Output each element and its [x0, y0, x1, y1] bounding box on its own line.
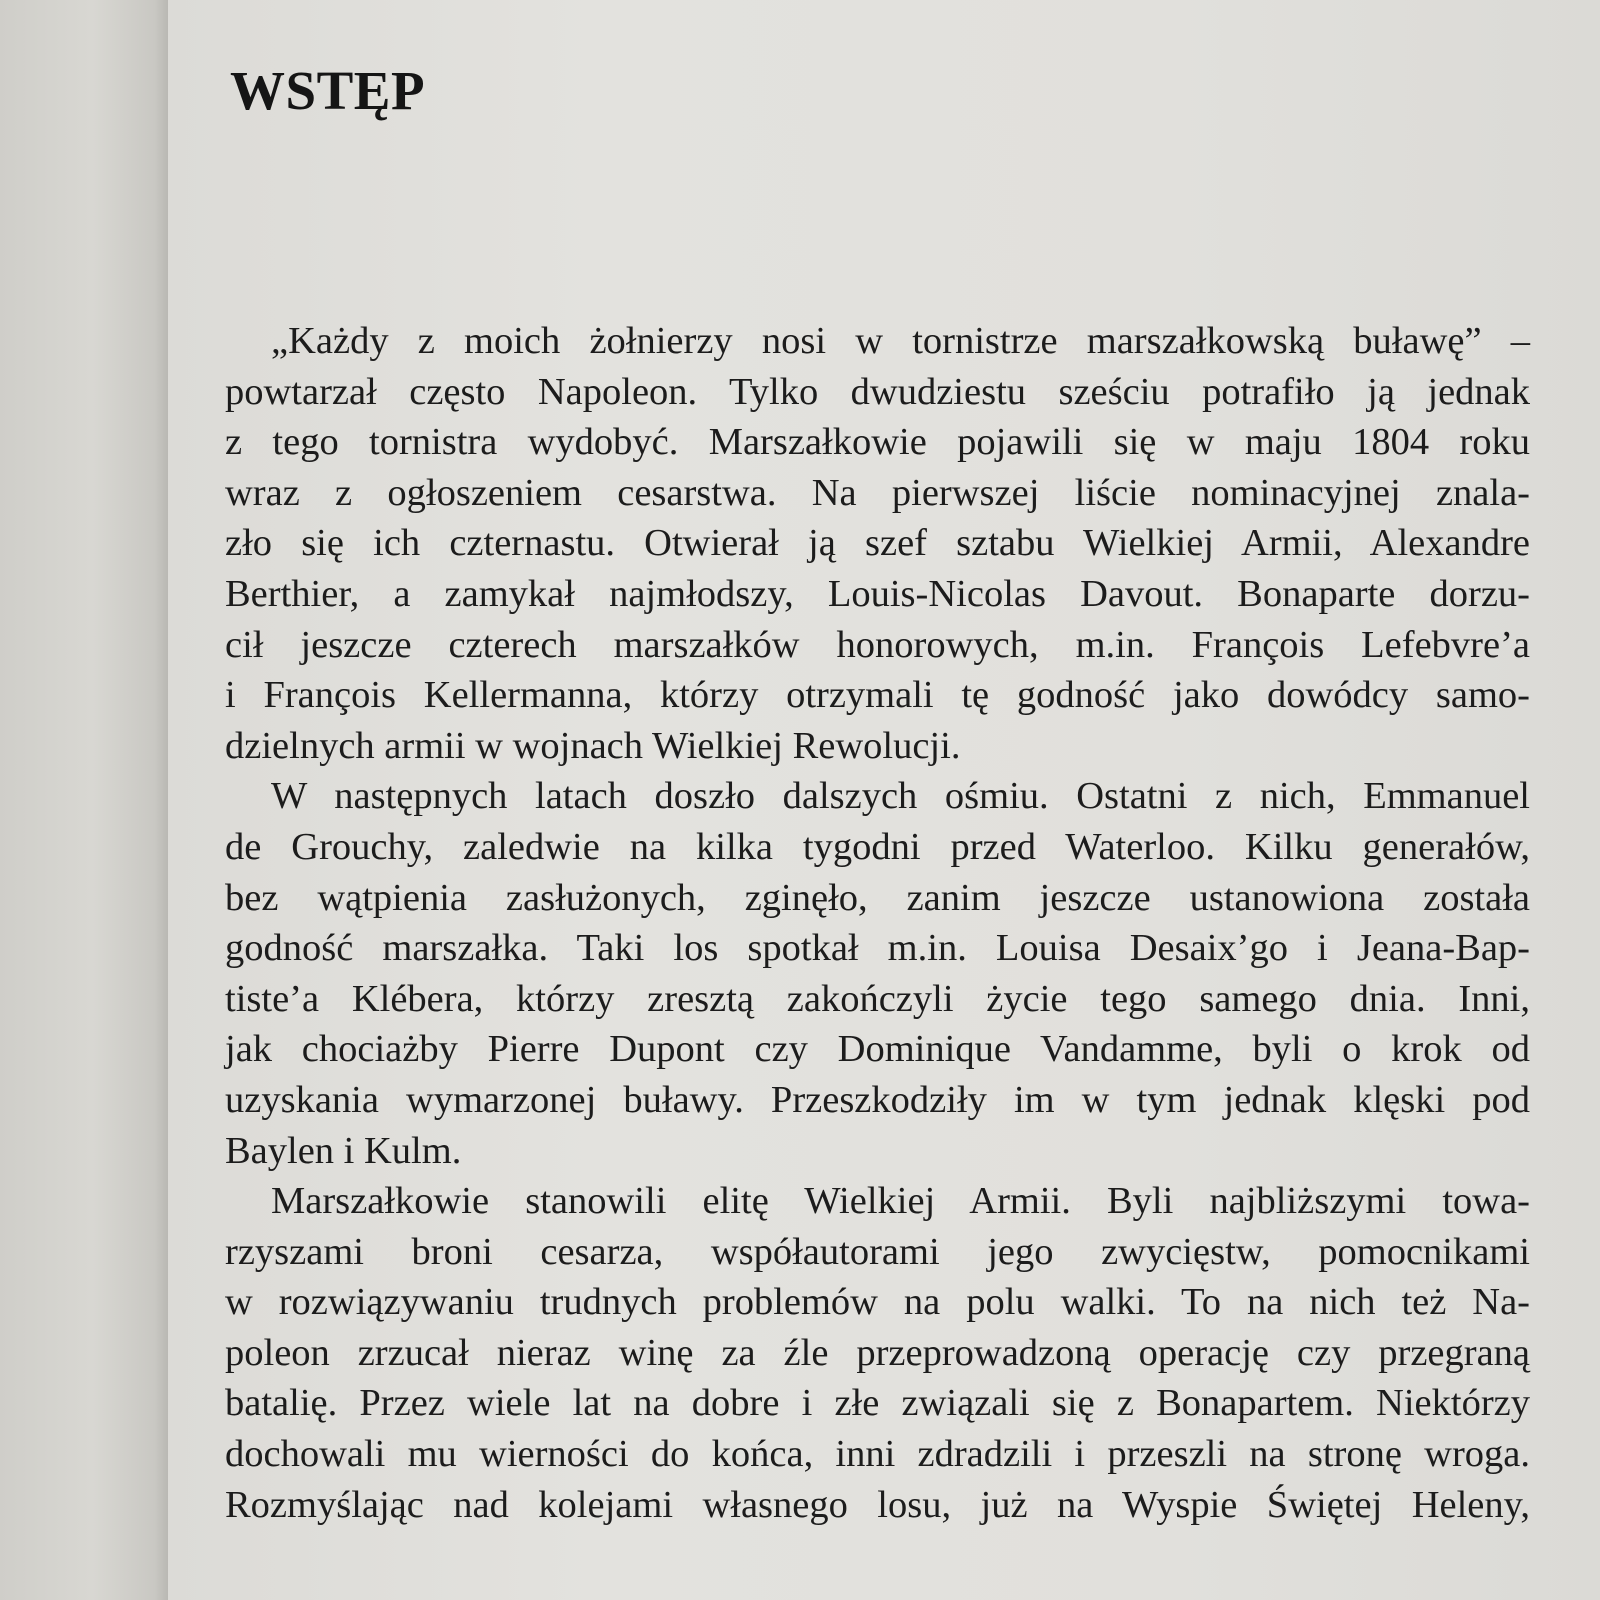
- text-line: bez wątpienia zasłużonych, zginęło, zanim jeszcze ustanowiona została: [225, 876, 1530, 919]
- text-line: jak chociażby Pierre Dupont czy Dominique Vandamme, byli o krok od: [225, 1028, 1530, 1071]
- text-line: cił jeszcze czterech marszałków honorowych, m.in. François Lefebvre’a: [225, 623, 1530, 666]
- text-line: godność marszałka. Taki los spotkał m.in. Louisa Desaix’go i Jeana-Bap-: [225, 927, 1530, 970]
- text-line: de Grouchy, zaledwie na kilka tygodni przed Waterloo. Kilku generałów,: [225, 825, 1530, 868]
- text-line: dzielnych armii w wojnach Wielkiej Rewolucji.: [225, 724, 961, 767]
- text-line: dochowali mu wierności do końca, inni zdradzili i przeszli na stronę wroga.: [225, 1433, 1530, 1476]
- text-line: z tego tornistra wydobyć. Marszałkowie pojawili się w maju 1804 roku: [225, 421, 1530, 464]
- text-line: „Każdy z moich żołnierzy nosi w tornistrze marszałkowską buławę” –: [271, 320, 1530, 362]
- text-line: batalię. Przez wiele lat na dobre i złe związali się z Bonapartem. Niektórzy: [225, 1382, 1530, 1425]
- text-line: Berthier, a zamykał najmłodszy, Louis-Nicolas Davout. Bonaparte dorzu-: [225, 572, 1530, 615]
- text-line: Marszałkowie stanowili elitę Wielkiej Armii. Byli najbliższymi towa-: [271, 1180, 1530, 1223]
- text-line: wraz z ogłoszeniem cesarstwa. Na pierwszej liście nominacyjnej znala-: [225, 471, 1530, 514]
- text-line: W następnych latach doszło dalszych ośmiu. Ostatni z nich, Emmanuel: [271, 775, 1530, 818]
- text-line: rzyszami broni cesarza, współautorami jego zwycięstw, pomocnikami: [225, 1230, 1530, 1273]
- text-line: tiste’a Klébera, którzy zresztą zakończyli życie tego samego dnia. Inni,: [225, 977, 1530, 1020]
- chapter-heading: WSTĘP: [230, 60, 426, 121]
- text-line: Baylen i Kulm.: [225, 1129, 462, 1172]
- text-line: zło się ich czternastu. Otwierał ją szef sztabu Wielkiej Armii, Alexandre: [225, 522, 1530, 565]
- text-line: i François Kellermanna, którzy otrzymali tę godność jako dowódcy samo-: [225, 674, 1530, 717]
- paragraph-3: [225, 1176, 1530, 1530]
- book-gutter: [0, 0, 168, 1600]
- body-text: [225, 316, 1530, 1530]
- text-line: poleon zrzucał nieraz winę za źle przeprowadzoną operację czy przegraną: [225, 1331, 1530, 1374]
- text-line: w rozwiązywaniu trudnych problemów na polu walki. To na nich też Na-: [225, 1281, 1530, 1324]
- text-line: Rozmyślając nad kolejami własnego losu, już na Wyspie Świętej Heleny,: [225, 1483, 1530, 1526]
- paragraph-2: [225, 771, 1530, 1176]
- text-line: powtarzał często Napoleon. Tylko dwudziestu sześciu potrafiło ją jednak: [225, 370, 1530, 413]
- paragraph-1: [225, 316, 1530, 771]
- text-line: uzyskania wymarzonej buławy. Przeszkodziły im w tym jednak klęski pod: [225, 1078, 1530, 1121]
